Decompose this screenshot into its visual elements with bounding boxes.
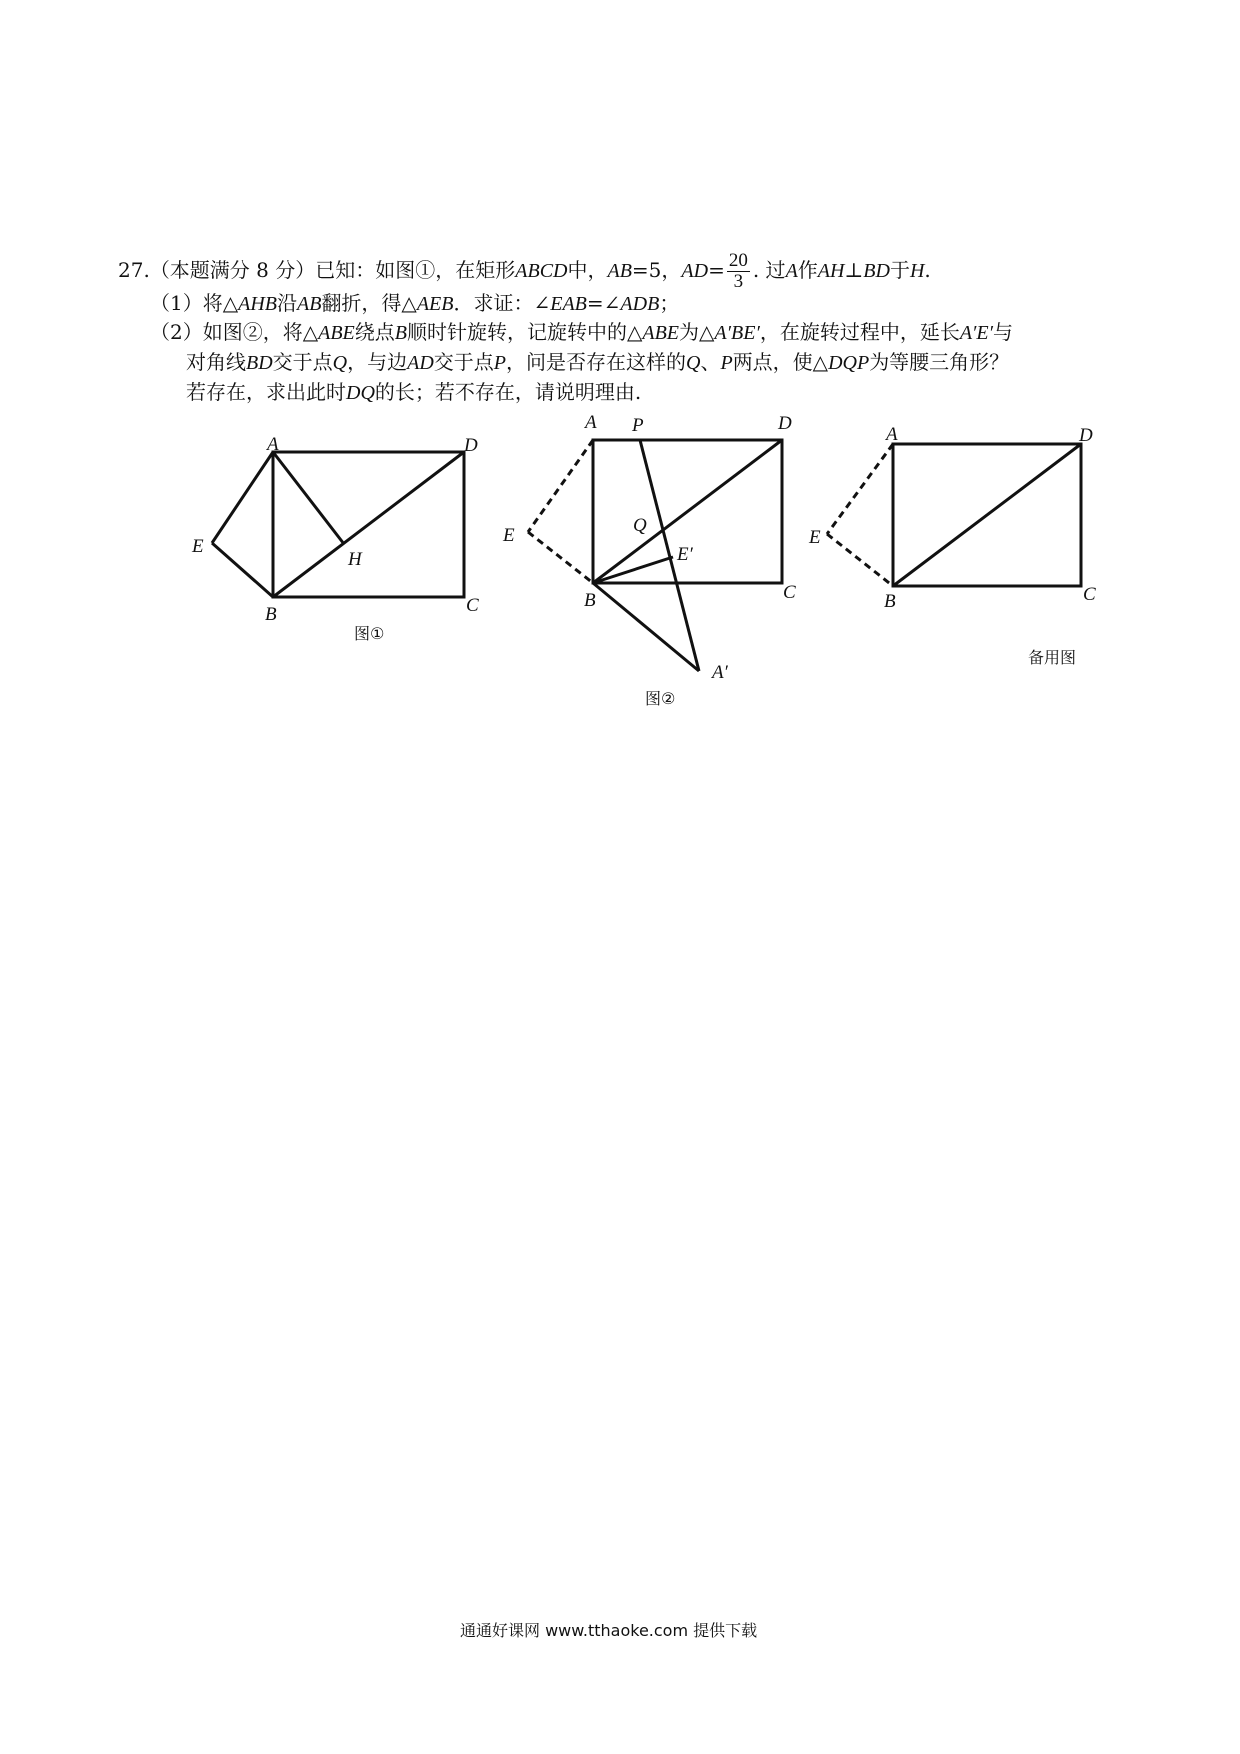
footer-credit: 通通好课网 www.tthaoke.com 提供下载 [460, 1621, 758, 1640]
var-abe: ABE [642, 322, 680, 344]
var-ahb: AHB [238, 293, 277, 315]
var-ah: AH [817, 260, 845, 282]
part1-text: 沿 [277, 291, 297, 315]
fig1-label-a: A [267, 434, 279, 455]
var-ab: AB [297, 293, 322, 315]
part2-text: ，与边 [347, 350, 408, 374]
var-ad: AD [407, 352, 434, 374]
fig2-label-b: B [584, 590, 596, 611]
fig3-label-d: D [1079, 425, 1093, 446]
part1-text: 翻折，得△ [321, 291, 417, 315]
var-h: H [909, 260, 925, 282]
var-dq: DQ [346, 382, 375, 404]
part2-text: 对角线 [186, 350, 246, 374]
part2-text: ，问是否存在这样的 [506, 350, 687, 374]
fig3-label-c: C [1083, 584, 1096, 605]
fig2-label-a-prime: A′ [712, 662, 728, 683]
fig1-caption: 图① [354, 624, 385, 643]
fig1-label-e: E [192, 536, 204, 557]
intro-text: . 过 [752, 258, 786, 282]
part2-text: 的长；若不存在，请说明理由. [374, 380, 642, 404]
part2-text: 为△ [679, 320, 715, 344]
fig2-label-e-prime: E′ [677, 544, 693, 565]
var-abe: ABE [318, 322, 355, 344]
period: . [924, 258, 931, 282]
part2-text: 交于点 [433, 350, 494, 374]
var-bd: BD [863, 260, 890, 282]
var-q: Q [332, 352, 348, 374]
fig2-label-a: A [585, 412, 597, 433]
part2-text: 与 [993, 320, 1014, 344]
fig1-label-d: D [464, 435, 478, 456]
var-a-prime-b-e-prime: A′BE′ [714, 322, 760, 344]
fig2-label-p: P [632, 415, 644, 436]
var-a-prime-e-prime: A′E′ [959, 322, 994, 344]
part2-text: 两点，使△ [732, 350, 829, 374]
var-ad: AD [681, 260, 709, 282]
var-adb: ADB [620, 293, 660, 315]
part1-text: =∠ [586, 291, 621, 315]
part2-text: （2）如图②，将△ [150, 320, 319, 344]
intro-text: 已知：如图①，在矩形 [315, 258, 516, 282]
fig2-label-c: C [783, 582, 796, 603]
fraction-denominator: 3 [733, 271, 744, 292]
part2-text: 若存在，求出此时 [186, 380, 346, 404]
intro-text: 于 [889, 258, 910, 282]
part1-text: ； [659, 291, 680, 315]
part2-text: ，在旋转过程中，延长 [759, 320, 960, 344]
var-eab: EAB [550, 293, 587, 315]
fig3-label-b: B [884, 591, 896, 612]
var-aeb: AEB [416, 293, 454, 315]
part2-text: 、 [700, 350, 721, 374]
part2-text: 顺时针旋转，记旋转中的△ [406, 320, 643, 344]
intro-text: 中， [567, 258, 608, 282]
part2-text: 绕点 [354, 320, 395, 344]
fig1-label-h: H [348, 549, 362, 570]
fraction-numerator: 20 [728, 250, 748, 271]
var-abcd: ABCD [515, 260, 568, 282]
var-p: P [720, 352, 733, 374]
fig1-label-c: C [466, 595, 479, 616]
fig3-dashed-ae [827, 444, 893, 534]
fig3-label-e: E [809, 527, 821, 548]
intro-text: 作 [797, 258, 818, 282]
equals-sign: = [708, 258, 725, 282]
fig2-caption: 图② [645, 689, 676, 708]
fig3-diagonal-bd [893, 444, 1081, 586]
part2-text: 为等腰三角形？ [869, 350, 1010, 374]
fig1-label-b: B [265, 604, 277, 625]
fig2-label-q: Q [633, 515, 647, 536]
fig2-label-e: E [503, 525, 515, 546]
fig3-label-a: A [886, 424, 898, 445]
fig3-dashed-eb [827, 534, 893, 586]
var-q: Q [686, 352, 701, 374]
score-note: （本题满分 8 分） [149, 258, 316, 282]
fig3-caption: 备用图 [1028, 648, 1077, 667]
var-b: B [394, 322, 407, 344]
part1-text: （1）将△ [150, 291, 239, 315]
part2-text: 交于点 [272, 350, 333, 374]
fig2-label-d: D [778, 413, 792, 434]
var-a: A [785, 260, 798, 282]
part1-text: ．求证：∠ [453, 291, 551, 315]
question-number: 27. [118, 258, 150, 282]
var-ab: AB [607, 260, 632, 282]
var-bd: BD [246, 352, 273, 374]
figure-3-spare [0, 0, 1240, 720]
perp-symbol: ⊥ [844, 258, 864, 282]
var-dqp: DQP [828, 352, 870, 374]
ab-value: =5， [631, 258, 682, 282]
var-p: P [493, 352, 507, 374]
